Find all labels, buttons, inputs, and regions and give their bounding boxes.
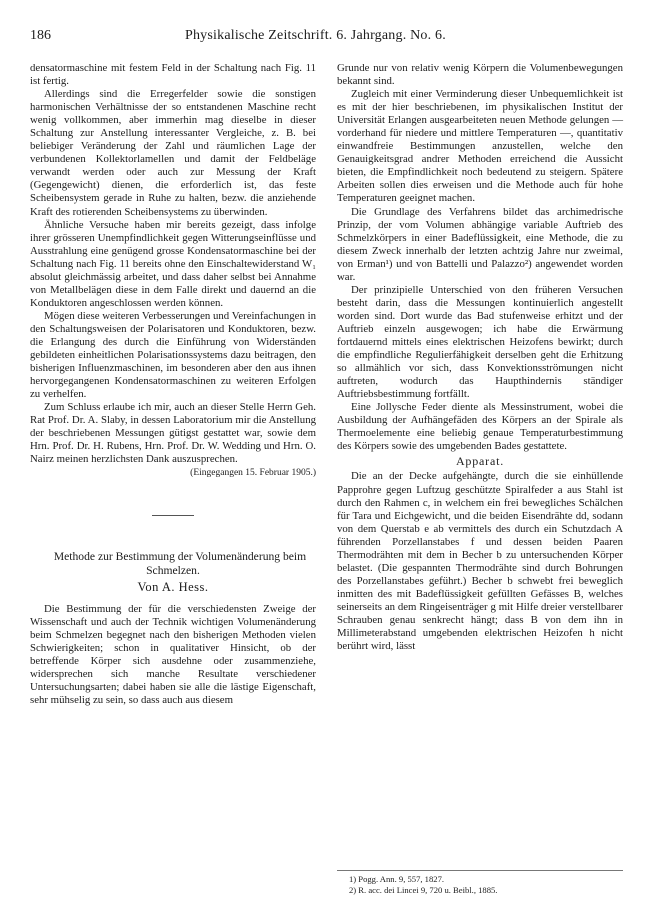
paragraph: Allerdings sind die Erregerfelder sowie die sonstigen harmonischen Verhältnisse der so entstandenen Maschine recht wenig vollkommen, aber immerhin mag dieselbe in dieser Schaltung zur Anstellung interessanter Vergleiche, z. B. bei beliebiger Veränderung der Zahl und räumlichen Lage der verbundenen Kollektorlamellen und damit der Feldbeläge verwandt werden oder auch zur Messung der Kraft (Gegengewicht) dienen, die erforderlich ist, das feste Scheibensystem gerade in Ruhe zu halten, bezw. die anziehende Kraft des rotierenden Scheibensystems zu überwinden. [30,88,316,218]
right-column [337,62,623,653]
paragraph: Die Bestimmung der für die verschiedensten Zweige der Wissenschaft und auch der Technik wichtigen Volumenänderung beim Schmelzen begegnet nach den bisherigen Methoden vielen Schwierigkeiten; schon in qualitativer Hinsicht, ob der betreffende Körper sich ausdehne oder zusammenziehe, widersprechen sich manche Resultate verschiedener Untersuchungsarten; dabei haben sie alle die lästige Eigenschaft, sehr mühselig zu sein, so dass auch aus diesem [30,602,316,706]
article-author: Von A. Hess. [137,579,209,594]
paragraph: Die an der Decke aufgehängte, durch die sie einhüllende Papprohre gegen Luftzug geschützte Spiralfeder a aus Stahl ist durch den Rahmen c, in welchem ein frei bewegliches Schälchen für Tara und Eichgewicht, und die beiden Eisendrähte dd, sodann von dem Querstab e ab vermittels des durch ein Schutzdach A führenden Porzellanstabes f und dessen beiden Paaren Thermodrähten mit dem in Becher b zu untersuchenden Körper belastet. (Die gespannten Thermodrähte sind durch Bohrungen des Porzellanstabes geführt.) Becher b schwebt frei beweglich inmitten des mit Badeflüssigkeit gefüllten Gefässes B, welches seinerseits an dem Ringeisenträger g mit Hilfe dreier verstellbarer Schrauben genau senkrecht hängt; dass B von dem ihn in Millimeterabstand umgebenden elektrischen Heizofen h nicht berührt wird, lässt [337,470,623,653]
article-title: Methode zur Bestimmung der Volumenänderung beim Schmelzen. [53,549,307,577]
paragraph: Ähnliche Versuche haben mir bereits gezeigt, dass infolge ihrer grösseren Unempfindlichkeit gegen Witterungseinflüsse und Ausstrahlung eine genügend grosse Kondensatormaschine bei der Schaltung nach Fig. 11 bereits ohne den Einschaltewiderstand W₁ absolut gleichmässig arbeitet, und dass daher selbst bei Annahme von Metallbelägen diese in dem Falle direkt und dauernd an die Konduktoren angeschlossen werden können. [30,218,316,309]
paragraph: Grunde nur von relativ wenig Körpern die Volumenbewegungen bekannt sind. [337,62,623,88]
paragraph: Zum Schluss erlaube ich mir, auch an dieser Stelle Herrn Geh. Rat Prof. Dr. A. Slaby, in dessen Laboratorium mir die Anstellung der beschriebenen Messungen gütigst gestattet war, sowie dem Hrn. Prof. Dr. H. Rubens, Hrn. Prof. Dr. W. Wedding und Hrn. O. Nairz meinen herzlichsten Dank auszusprechen. [30,401,316,466]
paragraph: Eine Jollysche Feder diente als Messinstrument, wobei die Ausbildung der Aufhängefäden des Körpers an der Spirale als Thermoelemente eine beliebig genaue Temperaturbestimmung des Körpers sowie des umgebenden Bades gestattete. [337,401,623,453]
running-title: Physikalische Zeitschrift. 6. Jahrgang. No. 6. [185,28,446,43]
footnotes [337,870,623,896]
paragraph: densatormaschine mit festem Feld in der Schaltung nach Fig. 11 ist fertig. [30,62,316,88]
footnote: 1) Pogg. Ann. 9, 557, 1827. [349,874,445,884]
page-number: 186 [30,28,51,43]
paragraph: Der prinzipielle Unterschied von den früheren Versuchen besteht darin, dass die Messungen kontinuierlich angestellt worden sind. Dort wurde das Bad stufenweise erhitzt und der Auftrieb einzeln ausgewogen; ich habe die Erwärmung fortdauernd mittels eines elektrischen Heizofens bewirkt; durch die empfindliche Regulierfähigkeit derselben geht die Erhitzung so allmählich vor sich, dass Konvektionsströmungen nicht auftreten, wodurch das Haupthindernis ständiger Auftriebsbestimmung fortfällt. [337,283,623,401]
section-heading: Apparat. [455,454,505,469]
article-separator [152,515,194,516]
received-date: (Eingegangen 15. Februar 1905.) [190,468,316,479]
paragraph: Zugleich mit einer Verminderung dieser Unbequemlichkeit ist es mit der hier beschriebenen, im physikalischen Institut der Universität Erlangen ausgearbeiteten neuen Methode gelungen — vorderhand für niedere und mittlere Temperaturen —, quantitativ einwandfreie Bestimmungen anzustellen, welche den Genauigkeitsgrad andrer Methoden erreichend die Aussicht bieten, die Empfindlichkeit noch bedeutend zu steigern. Spätere Arbeiten sollen dies erweisen und die Methode auch für hohe Temperaturen geeignet machen. [337,88,623,205]
paragraph: Mögen diese weiteren Verbesserungen und Vereinfachungen in den Schaltungsweisen der Polarisatoren und Konduktoren, bezw. die Erlangung des durch die Einführung von Widerständen gebildeten einheitlichen Polarisationssystems dazu beitragen, den bisherigen Influenzmaschinen, im besonderen aber den aus ihnen hervorgegangenen Kondensatormaschinen zu weiteren Erfolgen zu verhelfen. [30,309,316,401]
footnote: 2) R. acc. dei Lincei 9, 720 u. Beibl., 1885. [349,885,498,895]
page-header [30,28,630,48]
left-column [30,62,316,707]
paragraph: Die Grundlage des Verfahrens bildet das archimedrische Prinzip, der vom Volumen abhängige variable Auftrieb des Schmelzkörpers in einer Badeflüssigkeit, eine Methode, die zu diesem Zweck innerhalb der letzten achtzig Jahre nur zweimal, von Erman¹) und von Battelli und Palazzo²) angewendet worden war. [337,205,623,283]
